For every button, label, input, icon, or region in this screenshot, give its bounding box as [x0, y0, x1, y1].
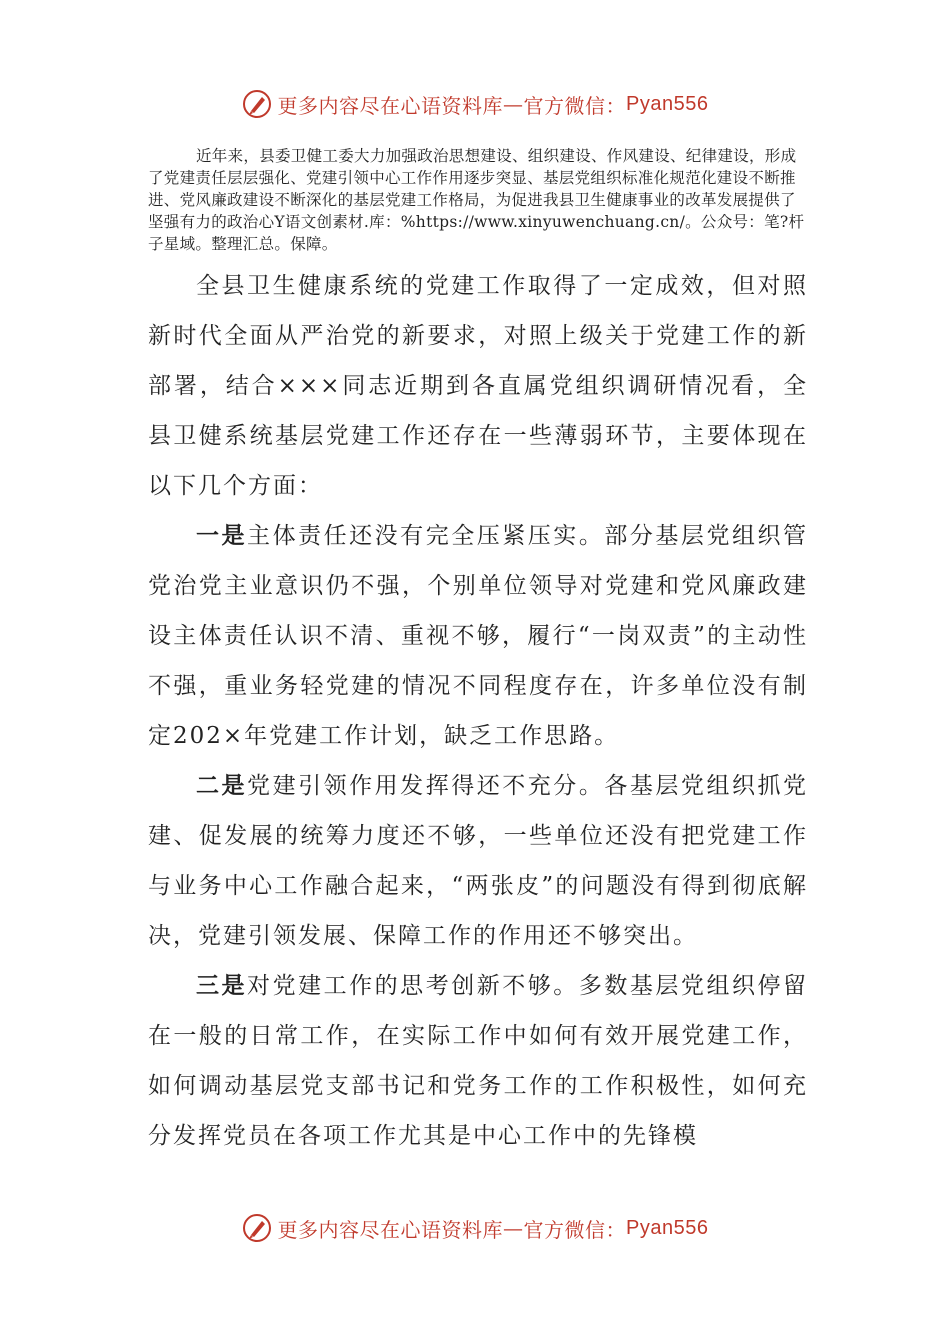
paragraph-4: [148, 961, 808, 1161]
paragraph-3-text: 党建引领作用发挥得还不充分。各基层党组织抓党建、促发展的统筹力度还不够，一些单位还没有把党建工作与业务中心工作融合起来，“两张皮”的问题没有得到彻底解决，党建引领发展、保障工作的作用还不够突出。: [148, 773, 809, 949]
banner-separator: —: [503, 1216, 524, 1240]
paragraph-2-text: 主体责任还没有完全压紧压实。部分基层党组织管党治党主业意识仍不强，个别单位领导对党建和党风廉政建设主体责任认识不清、重视不够，履行“一岗双责”的主动性不强，重业务轻党建的情况不同程度存在，许多单位没有制定202×年党建工作计划，缺乏工作思路。: [148, 523, 809, 749]
banner-brand: 更多内容尽在心语资料库: [277, 1217, 504, 1242]
paragraph-3: [148, 761, 808, 961]
paragraph-3-lead: 二是: [196, 772, 248, 799]
paragraph-2: [148, 511, 808, 761]
paragraph-2-lead: 一是: [196, 522, 248, 549]
header-banner: [0, 84, 950, 124]
footer-banner: [0, 1208, 950, 1248]
banner-official: 官方微信：: [523, 93, 627, 118]
banner-separator: —: [503, 92, 524, 116]
paragraph-1: 全县卫生健康系统的党建工作取得了一定成效，但对照新时代全面从严治党的新要求，对照上级关于党建工作的新部署，结合×××同志近期到各直属党组织调研情况看，全县卫健系统基层党建工作还存在一些薄弱环节，主要体现在以下几个方面：: [148, 273, 808, 499]
banner-handle: Pyan556: [626, 1216, 709, 1239]
paragraph-4-lead: 三是: [196, 972, 248, 999]
paragraph-4-text: 对党建工作的思考创新不够。多数基层党组织停留在一般的日常工作，在实际工作中如何有效开展党建工作，如何调动基层党支部书记和党务工作的工作积极性，如何充分发挥党员在各项工作尤其是中心工作中的先锋模: [148, 973, 809, 1149]
banner-brand: 更多内容尽在心语资料库: [277, 93, 504, 118]
banner-official: 官方微信：: [523, 1217, 627, 1242]
intro-paragraph: 近年来，县委卫健工委大力加强政治思想建设、组织建设、作风建设、纪律建设，形成了党建责任层层强化、党建引领中心工作作用逐步突显、基层党组织标准化规范化建设不断推进、党风廉政建设不断深化的基层党建工作格局，为促进我县卫生健康事业的改革发展提供了坚强有力的政治心Y语文创素材.库：%https://www.xinyuwenchuang.cn/。公众号：笔?杆子星域。整理汇总。保障。: [148, 147, 805, 253]
document-body: [148, 145, 808, 1161]
quill-pen-logo-icon: [242, 1213, 272, 1243]
banner-handle: Pyan556: [626, 92, 709, 115]
quill-pen-logo-icon: [242, 89, 272, 119]
